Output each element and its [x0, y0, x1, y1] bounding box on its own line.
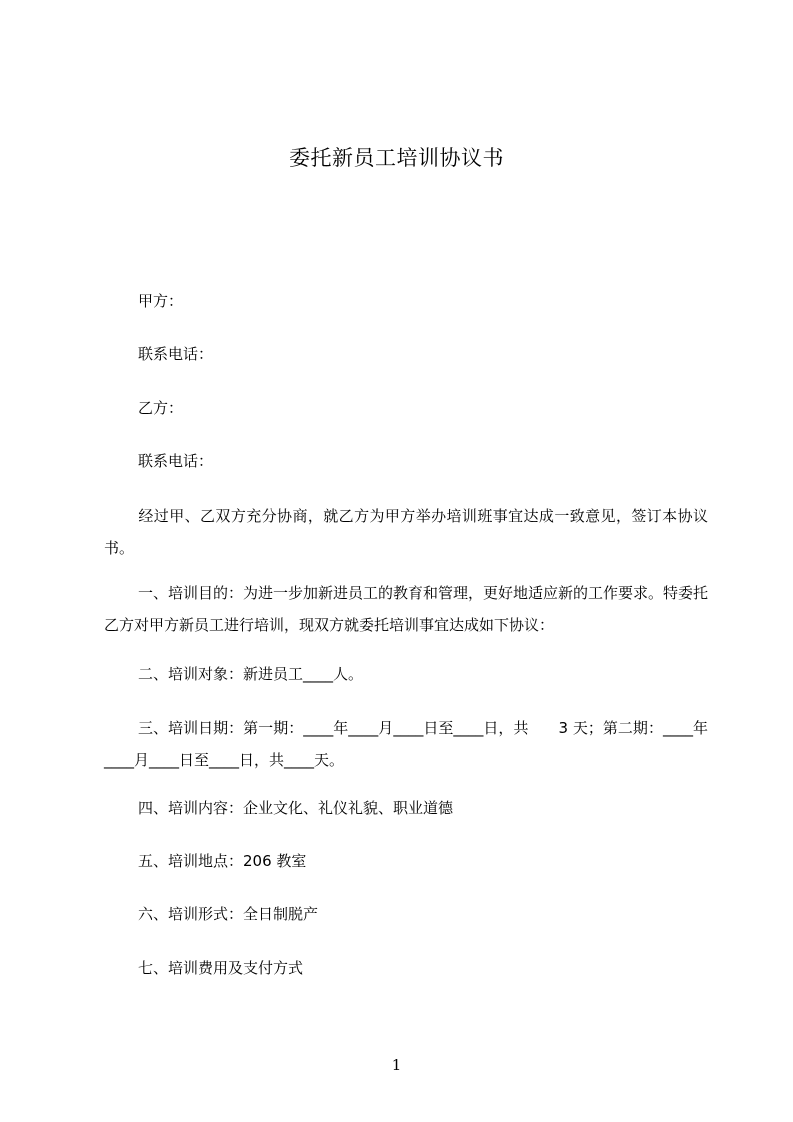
page-number: 1 [391, 1056, 402, 1074]
intro-text: 经过甲、乙双方充分协商，就乙方为甲方举办培训班事宜达成一致意见，签订本协议书。 [104, 507, 708, 557]
clause-5: 五、培训地点：206 教室 [138, 852, 307, 870]
party-b-phone-label: 联系电话： [138, 452, 214, 470]
party-a-label: 甲方： [138, 292, 184, 310]
clause-4: 四、培训内容：企业文化、礼仪礼貌、职业道德 [138, 799, 454, 817]
clause-2: 二、培训对象：新进员工____人。 [138, 665, 364, 683]
intro-paragraph [104, 500, 708, 564]
clause-1-paragraph [104, 577, 708, 641]
clause-7: 七、培训费用及支付方式 [138, 959, 304, 977]
document-title: 委托新员工培训协议书 [289, 146, 504, 170]
clause-3-paragraph [104, 712, 708, 776]
party-a-phone-label: 联系电话： [138, 345, 214, 363]
party-b-label: 乙方： [138, 399, 184, 417]
clause-1-text: 一、培训目的：为进一步加新进员工的教育和管理，更好地适应新的工作要求。特委托乙方对甲方新员工进行培训，现双方就委托培训事宜达成如下协议： [104, 584, 709, 634]
clause-6: 六、培训形式：全日制脱产 [138, 905, 319, 923]
clause-3-text: 三、培训日期：第一期：____年____月____日至____日，共 3 天；第二期：____年____月____日至____日，共____天。 [104, 719, 708, 769]
